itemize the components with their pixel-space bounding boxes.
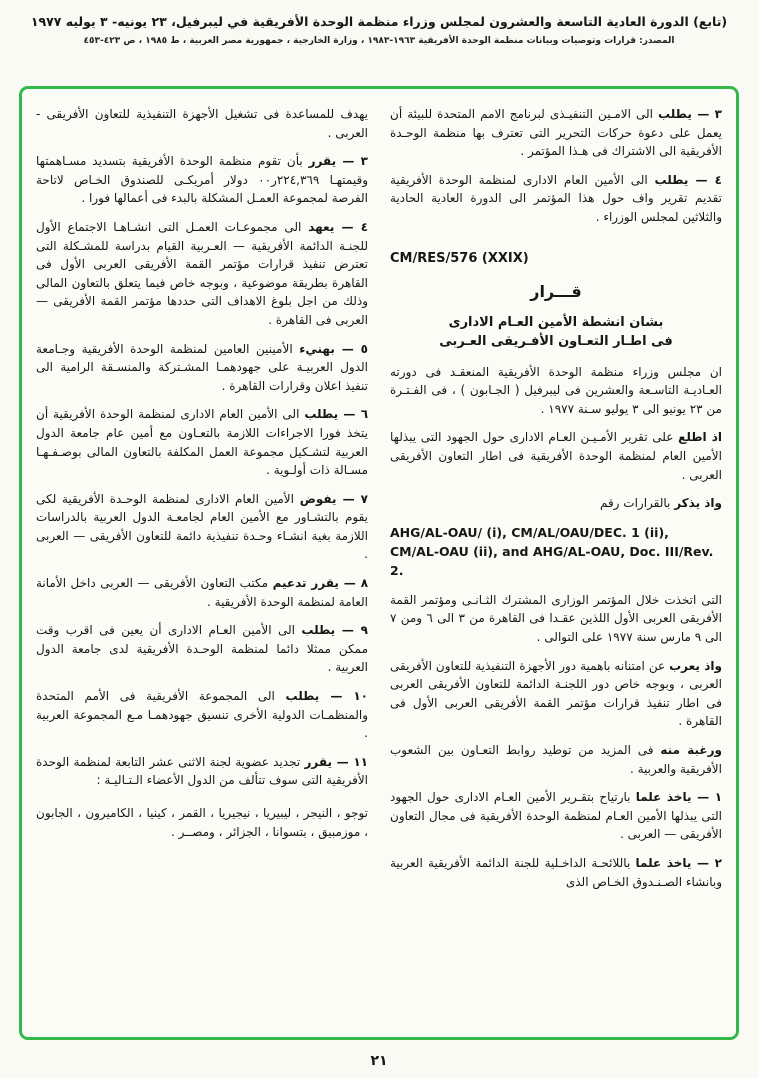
item-text: بأن تقوم منظمة الوحدة الأفريقية بتسديد مسـاهمتها وقيمتهـا ٢٢٤,٣٦٩ر٠٠ دولار أمريكـى للصندوق الخـاص لاتاحة الفرصة لمجموعة العمـل المشكلة بالبدء فى أعمالها فورا .: [36, 154, 368, 206]
resolution-item: [390, 854, 722, 891]
resolution-subtitle-2: فى اطـار التعـاون الأفـريقى العـربى: [439, 333, 673, 349]
resolution-item: [390, 105, 722, 161]
clause-lead: اذ اطلع: [678, 430, 722, 445]
item-number: ٣ —: [336, 154, 368, 169]
item-number: ٥ —: [334, 341, 368, 356]
resolution-item: [36, 574, 368, 611]
clause-text: عن امتنانه باهمية دور الأجهزة التنفيذية للتعاون الأفريقى العربى ، وبوجه خاص دور اللجنـة الدائمة للتعاون الأفريقى العربى فى اطار تنفيذ قرارات مؤتمر القمة الأفريقى العربى الأول فى القاهرة .: [390, 658, 722, 729]
preamble-clause: [390, 657, 722, 731]
header-source-line: المصدر: قرارات وتوصيات وبيانات منظمة الوحدة الأفريقية ١٩٦٣-١٩٨٣ ، وزارة الخارجية ، جمهورية مصر العربية ، ط ١٩٨٥ ، ص ٤٢٣-٤٥٣: [83, 36, 675, 47]
clause-text: فى المزيد من توطيد روابط التعـاون بين الشعوب الأفريقية والعربية .: [390, 743, 722, 776]
resolution-title: قـــرار: [530, 281, 582, 301]
item-lead: ياخذ علما: [635, 790, 692, 805]
resolution-item: [36, 405, 368, 479]
item-number: ٢ —: [691, 855, 722, 870]
clause-text: بالقرارات رقم: [599, 496, 675, 511]
preamble-clause: [390, 741, 722, 778]
page-header: [0, 0, 758, 46]
item-lead: يطلب: [285, 689, 320, 704]
item-text: الى الأمين العـام الادارى أن يعين فى اقرب وقت ممكن ممثلا دائما لمنظمة الوحـدة الأفريقية لدى جامعة الدول العربية .: [36, 623, 368, 675]
item-lead: بهنيء: [299, 341, 335, 356]
clause-lead: ورغبة منه: [660, 743, 722, 757]
item-number: ٨ —: [338, 576, 368, 591]
item-text: الأمينين العامين لمنظمة الوحدة الأفريقية وجـامعة الدول العربيـة على جهودهمـا المشـتركة والمنسـقة الرامية الى تنفيذ اعلان وقرارات القاهرة .: [36, 341, 368, 393]
clause-lead: واذ يذكر: [674, 496, 722, 511]
resolution-item: [36, 340, 368, 396]
item-number: ٧ —: [336, 491, 368, 506]
item-lead: يعهد: [308, 219, 335, 234]
page-number: ٢١: [370, 1053, 388, 1069]
item-lead: يقرر تدعيم: [272, 576, 339, 591]
item-text: مكتب التعاون الأفريقى — العربى داخل الأمانة العامة لمنظمة الوحدة الأفريقية .: [36, 576, 368, 609]
preamble-paragraph: التى اتخذت خلال المؤتمر الوزارى المشترك الثـانـى ومؤتمر القمة الأفريقى العربى الأول اللذين عقـدا فى القاهرة من ٣ الى ٦ ومن ٧ الى ٩ مارس سنة ١٩٧٧ على التوالى .: [390, 592, 722, 645]
item-number: ١ —: [691, 790, 722, 805]
item-lead: يقرر: [308, 154, 337, 169]
resolution-reference: CM/RES/576 (XXIX): [390, 250, 529, 266]
resolution-item: [36, 218, 368, 330]
item-number: ٤ —: [688, 172, 722, 187]
item-number: ١١ —: [332, 754, 368, 769]
item-lead: ياخذ علما: [635, 855, 692, 870]
column-right: [390, 105, 722, 1029]
preamble-paragraph: ان مجلس وزراء منظمة الوحدة الأفريقية المنعقـد فى دورته العـاديـة التاسـعة والعشرين فى ليبرفيل ( الجـابون ) ، فى الفـتـرة من ٢٣ يونيو الى ٣ يوليو سـنة ١٩٧٧ .: [390, 364, 722, 416]
item-lead: يفوض: [299, 491, 337, 506]
item-text: بارتياح بتقـرير الأمين العـام الادارى حول الجهود التى يبذلها الأمين العـام لمنظمة الوحدة الأفريقية فى مجال التعاون الأفريقى — العربى .: [390, 790, 722, 842]
item-text: الى مجموعـات العمـل التى انشـاهـا الاجتماع الأول للجنـة الدائمة الأفريقية — العـربية القيام بدراسة للمشـكلة التى تعترض تنفيذ قرارات مؤتمر القمة الأفريقى العربى الأول فى القاهرة بطريقة موضوعية ، وبوجه خاص فيما يتعلق بالتعاون المالى وذلك من اجل بلوغ الاهداف التى حددها مؤتمر القمة الأفريقى — العربى فى القاهرة .: [36, 219, 368, 327]
resolution-item: [36, 152, 368, 208]
continuation-paragraph: يهدف للمساعدة فى تشغيل الأجهزة التنفيذية للتعاون الأفريقى - العربى .: [36, 107, 368, 140]
content-border-box: [19, 86, 739, 1040]
item-text: الى الأمين العام الادارى لمنظمة الوحدة الأفريقية تقديم تقرير واف حول هذا المؤتمر الى الدورة العادية الحادية والثلاثين لمجلس الوزراء .: [390, 172, 722, 224]
clause-lead: واذ يعرب: [669, 658, 722, 673]
item-number: ٤ —: [334, 219, 368, 234]
item-number: ١٠ —: [319, 689, 368, 704]
member-states-list: توجو ، النيجر ، ليبيريا ، نيجيريا ، القمر ، كينيا ، الكاميرون ، الجابون ، موزمبيق ، بتسوانا ، الجزائر ، ومصــر .: [36, 806, 368, 839]
resolution-item: [36, 490, 368, 564]
resolution-item: [36, 621, 368, 677]
item-lead: يطلب: [654, 172, 689, 187]
resolution-subtitle-1: بشان انشطة الأمين العـام الادارى: [448, 314, 664, 330]
resolution-item: [36, 753, 368, 790]
resolution-item: [36, 687, 368, 743]
item-number: ٩ —: [335, 623, 368, 638]
preamble-clause: [390, 428, 722, 484]
item-text: باللائحـة الداخـلية للجنة الدائمة الأفريقية العربية وبانشاء الصـنـدوق الخـاص الذى: [390, 855, 722, 889]
clause-text: على تقرير الأمـيـن العـام الادارى حول الجهود التى يبذلها الأمين العام لمنظمة الوحدة الأفريقية فى اطار التعاون الأفريقى العربى .: [390, 430, 722, 482]
item-lead: يطلب: [304, 407, 339, 422]
item-number: ٦ —: [338, 407, 368, 422]
item-text: الأمين العام الادارى لمنظمة الوحـدة الأفريقية لكى يقوم بالتشـاور مع الأمين العام لجامعـة الدول العربية بالدراسات اللازمة بغية انشـاء وحـدة تنفيذية دائمة للتعاون الأفريقى — العربى .: [36, 491, 368, 562]
resolution-item: [390, 788, 722, 844]
column-left: [36, 105, 368, 1029]
item-lead: يطلب: [658, 107, 692, 121]
header-session-title: (تابع) الدورة العادية التاسعة والعشرون لمجلس وزراء منظمة الوحدة الأفريقية في ليبرفيل، ٢٣ يونيه- ٣ يوليه ١٩٧٧: [30, 14, 728, 29]
item-text: الى الأمين العام الادارى لمنظمة الوحدة الأفريقية أن يتخذ فورا الاجراءات اللازمة بالتعـاون مع أمين عام جامعة الدول العربية لتشـكيل مجموعة العمل المكلفة بالتعاون المالى بوصـفـهـا مسـالة ذات أولـوية .: [36, 407, 368, 478]
item-text: الى الامـين التنفيـذى لبرنامج الامم المتحدة للبيئة أن يعمل على دعوة حركات التحرير التى تعترف بها منظمة الوحـدة الأفريقية الى الاشتراك فى هـذا المؤتمر .: [390, 107, 722, 159]
item-lead: يطلب: [301, 623, 336, 638]
resolution-item: [390, 171, 722, 227]
item-text: تجديد عضوية لجنة الاثنى عشر التابعة لمنظمة الوحدة الأفريقية التى سوف تتألف من الدول الأعضاء الـتـاليـة :: [36, 754, 368, 788]
preamble-clause: [390, 494, 722, 513]
item-lead: يقرر: [304, 754, 333, 769]
document-citations: AHG/AL-OAU/ (i), CM/AL/OAU/DEC. 1 (ii), CM/AL-OAU (ii), and AHG/AL-OAU, Doc. III/Rev. 2.: [390, 524, 714, 579]
item-text: الى المجموعة الأفريقية فى الأمم المتحدة والمنظمـات الدولية الأخرى تنسيق جهودهمـا مـع المجموعة العربية .: [36, 689, 368, 741]
item-number: ٣ —: [691, 107, 722, 121]
